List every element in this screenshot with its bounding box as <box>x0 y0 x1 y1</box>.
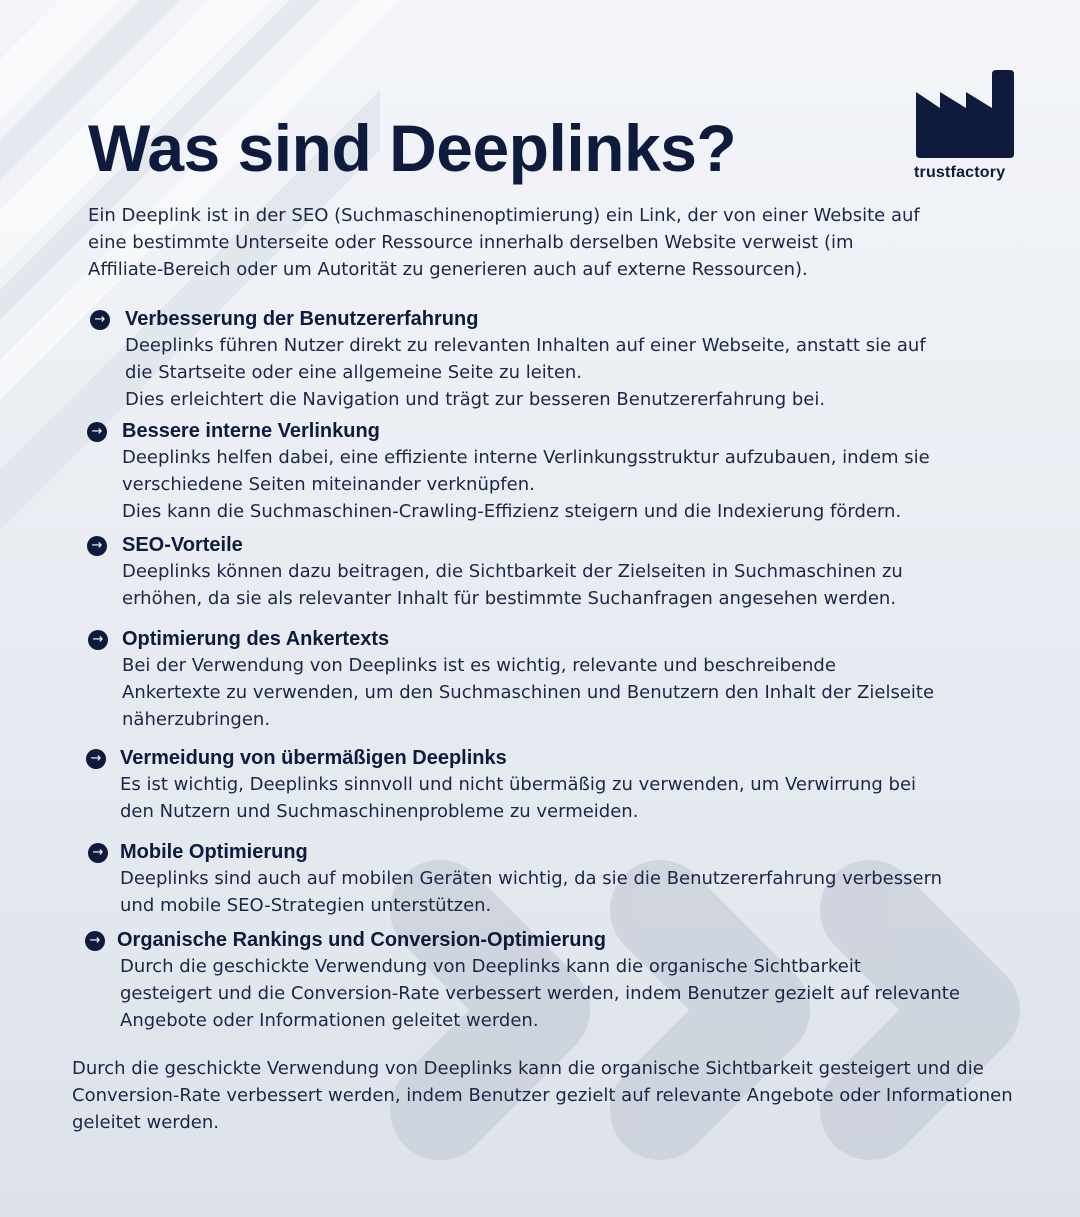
item-text-line: Deeplinks sind auch auf mobilen Geräten wichtig, da sie die Benutzererfahrung verbessern <box>120 868 943 889</box>
item-title: Mobile Optimierung <box>120 841 308 863</box>
list-item <box>87 418 930 525</box>
item-text-line: verschiedene Seiten miteinander verknüpfen. <box>122 474 535 495</box>
item-text-line: Es ist wichtig, Deeplinks sinnvoll und nicht übermäßig zu verwenden, um Verwirrung bei <box>120 774 917 795</box>
item-title: SEO-Vorteile <box>122 534 243 556</box>
item-text-line: die Startseite oder eine allgemeine Seite zu leiten. <box>125 362 583 383</box>
arrow-right-icon: → <box>86 749 106 769</box>
arrow-right-icon: → <box>87 536 107 556</box>
item-text-line: und mobile SEO-Strategien unterstützen. <box>120 895 492 916</box>
item-text-line: Bei der Verwendung von Deeplinks ist es wichtig, relevante und beschreibende <box>122 655 836 676</box>
item-text-line: Deeplinks können dazu beitragen, die Sichtbarkeit der Zielseiten in Suchmaschinen zu <box>122 561 903 582</box>
brand-logo <box>914 70 1018 182</box>
item-text-line: gesteigert und die Conversion-Rate verbessert werden, indem Benutzer gezielt auf relevante <box>120 983 960 1004</box>
brand-name: trustfactory <box>914 164 1006 181</box>
closing-paragraph: Durch die geschickte Verwendung von Deeplinks kann die organische Sichtbarkeit gesteigert und die Conversion-Rate verbessert werden, indem Benutzer gezielt auf relevante Angebote oder Informationen geleitet werden. <box>72 1058 1013 1133</box>
list-item <box>90 306 926 413</box>
list-item <box>87 532 903 612</box>
item-text-line: erhöhen, da sie als relevanter Inhalt für bestimmte Suchanfragen angesehen werden. <box>122 588 897 609</box>
list-item <box>85 927 960 1034</box>
factory-icon <box>914 70 1014 158</box>
item-text-line: Deeplinks führen Nutzer direkt zu relevanten Inhalten auf einer Webseite, anstatt sie auf <box>125 335 926 356</box>
item-title: Organische Rankings und Conversion-Optimierung <box>117 929 606 951</box>
arrow-right-icon: → <box>88 843 108 863</box>
item-title: Optimierung des Ankertexts <box>122 628 390 650</box>
item-text-line: Angebote oder Informationen geleitet werden. <box>120 1010 539 1031</box>
arrow-right-icon: → <box>88 630 108 650</box>
item-text-line: näherzubringen. <box>122 709 271 730</box>
item-text-line: Durch die geschickte Verwendung von Deeplinks kann die organische Sichtbarkeit <box>120 956 861 977</box>
arrow-right-icon: → <box>85 931 105 951</box>
item-text-line: Ankertexte zu verwenden, um den Suchmaschinen und Benutzern den Inhalt der Zielseite <box>122 682 935 703</box>
list-item <box>86 745 916 825</box>
item-text-line: Deeplinks helfen dabei, eine effiziente interne Verlinkungsstruktur aufzubauen, indem sie <box>122 447 930 468</box>
item-text-line: Dies kann die Suchmaschinen-Crawling-Effizienz steigern und die Indexierung fördern. <box>122 501 902 522</box>
list-item <box>88 839 942 919</box>
item-text-line: den Nutzern und Suchmaschinenprobleme zu vermeiden. <box>120 801 639 822</box>
item-text-line: Dies erleichtert die Navigation und trägt zur besseren Benutzererfahrung bei. <box>125 389 826 410</box>
arrow-right-icon: → <box>87 422 107 442</box>
item-title: Verbesserung der Benutzererfahrung <box>125 308 479 330</box>
arrow-right-icon: → <box>90 310 110 330</box>
list-item <box>88 626 934 733</box>
page-title: Was sind Deeplinks? <box>88 111 737 185</box>
item-title: Bessere interne Verlinkung <box>122 420 380 442</box>
item-title: Vermeidung von übermäßigen Deeplinks <box>120 747 507 769</box>
intro-paragraph: Ein Deeplink ist in der SEO (Suchmaschinenoptimierung) ein Link, der von einer Website auf eine bestimmte Unterseite oder Ressource innerhalb derselben Website verweist (im Affiliate-Bereich oder um Autorität zu generieren auch auf externe Ressourcen). <box>88 205 920 280</box>
